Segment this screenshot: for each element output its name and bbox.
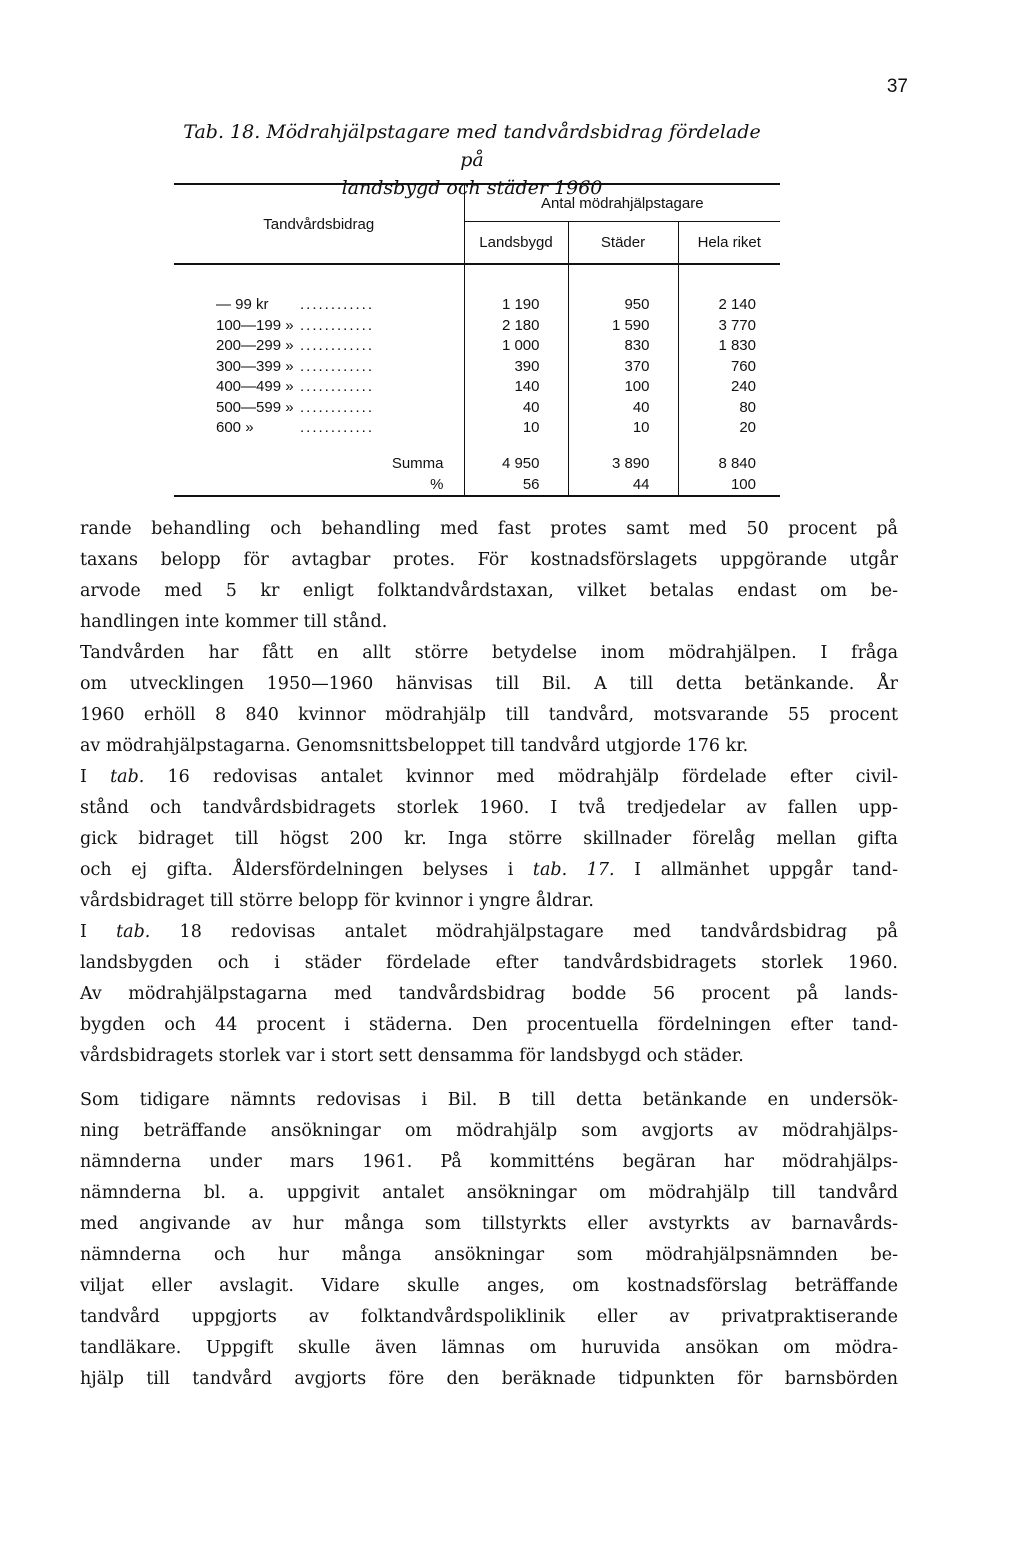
table-cell: 10 — [568, 418, 678, 439]
data-table — [174, 183, 780, 497]
text-line — [80, 855, 898, 886]
stub-header: Tandvårdsbidrag — [174, 184, 464, 264]
column-header-stader: Städer — [568, 222, 678, 264]
text-line: gick bidraget till högst 200 kr. Inga större skillnader förelåg mellan gifta — [80, 829, 898, 849]
table-row — [174, 418, 780, 439]
table-cell: 140 — [464, 377, 568, 398]
text-line: vårdsbidraget till större belopp för kvinnor i yngre åldrar. — [80, 891, 594, 911]
summary-cell: 3 890 — [568, 453, 678, 474]
text-line: tandvård uppgjorts av folktandvårdspoliklinik eller av privatpraktiserande — [80, 1307, 898, 1327]
bracket-label: 400—499 » — [216, 378, 294, 395]
text-line: rande behandling och behandling med fast protes samt med 50 procent på — [80, 519, 898, 539]
summary-label: % — [174, 474, 464, 496]
table-cell: 80 — [739, 398, 756, 416]
text-line: med angivande av hur många som tillstyrkts eller avstyrkts av barnavårds- — [80, 1214, 898, 1234]
table-row — [174, 316, 780, 337]
text-line: Som tidigare nämnts redovisas i Bil. B till detta betänkande en undersök- — [80, 1090, 898, 1110]
text-run: I — [80, 922, 117, 942]
text-line: av mödrahjälpstagarna. Genomsnittsbeloppet till tandvård utgjorde 176 kr. — [80, 736, 749, 756]
text-line: stånd och tandvårdsbidragets storlek 1960. I två tredjedelar av fallen upp- — [80, 798, 898, 818]
bracket-label: 300—399 » — [216, 357, 294, 375]
text-line: hjälp till tandvård avgjorts före den beräknade tidpunkten för barnsbörden — [80, 1369, 898, 1389]
text-run: 16 redovisas antalet kvinnor med mödrahjälp fördelade efter civil- — [144, 767, 899, 787]
summary-row — [174, 453, 780, 474]
table-body — [174, 264, 780, 496]
text-line: 1960 erhöll 8 840 kvinnor mödrahjälp till tandvård, motsvarande 55 procent — [80, 705, 898, 725]
leader-dots: ............ — [300, 337, 375, 354]
table-cell: 10 — [464, 418, 568, 439]
text-line: nämnderna under mars 1961. På kommitténs begäran har mödrahjälps- — [80, 1152, 898, 1172]
leader-dots: ............ — [300, 419, 375, 436]
text-line: arvode med 5 kr enligt folktandvårdstaxan, vilket betalas endast om be- — [80, 581, 898, 601]
table-reference: tab. 17. — [532, 860, 615, 880]
leader-dots: ............ — [300, 296, 375, 313]
caption-prefix: Tab. 18. — [183, 121, 261, 143]
row-label — [174, 418, 464, 439]
table-cell: 240 — [730, 378, 756, 395]
summary-cell: 56 — [464, 474, 568, 496]
bracket-label: 600 » — [216, 419, 254, 436]
table-cell: 40 — [464, 398, 568, 419]
text-line: viljat eller avslagit. Vidare skulle anges, om kostnadsförslag beträffande — [80, 1276, 898, 1296]
table-cell: 950 — [568, 295, 678, 316]
leader-dots: ............ — [300, 357, 375, 375]
caption-title-line2: landsbygd och städer 1960 — [341, 177, 603, 199]
paragraph-3 — [80, 762, 898, 917]
text-line — [80, 762, 898, 793]
summary-cell: 8 840 — [718, 454, 756, 472]
body-text-upper — [80, 514, 898, 1072]
text-run: och ej gifta. Åldersfördelningen belyses i — [80, 860, 533, 880]
row-label — [174, 336, 464, 357]
bracket-label: 200—299 » — [216, 337, 294, 354]
page-number: 37 — [886, 76, 908, 97]
table-cell: 390 — [464, 357, 568, 378]
leader-dots: ............ — [300, 378, 375, 395]
text-line: Av mödrahjälpstagarna med tandvårdsbidrag bodde 56 procent på lands- — [80, 984, 898, 1004]
text-line: nämnderna och hur många ansökningar som mödrahjälpsnämnden be- — [80, 1245, 898, 1265]
row-label — [174, 295, 464, 316]
table-row — [174, 357, 780, 378]
text-line: handlingen inte kommer till stånd. — [80, 612, 388, 632]
leader-dots: ............ — [300, 398, 375, 416]
table-cell: 40 — [568, 398, 678, 419]
table-reference: tab. — [116, 922, 151, 942]
text-line: nämnderna bl. a. uppgivit antalet ansökningar om mödrahjälp till tandvård — [80, 1183, 898, 1203]
column-header-hela-riket: Hela riket — [678, 222, 780, 264]
paragraph-5 — [80, 1085, 898, 1395]
bracket-label: — 99 kr — [216, 296, 269, 313]
table-cell: 1 190 — [464, 295, 568, 316]
text-line: vårdsbidragets storlek var i stort sett densamma för landsbygd och städer. — [80, 1046, 744, 1066]
text-line: bygden och 44 procent i städerna. Den procentuella fördelningen efter tand- — [80, 1015, 898, 1035]
summary-cell: 44 — [568, 474, 678, 496]
table-cell: 1 590 — [568, 316, 678, 337]
column-header-landsbygd: Landsbygd — [464, 222, 568, 264]
text-line: landsbygden och i städer fördelade efter tandvårdsbidragets storlek 1960. — [80, 953, 898, 973]
text-line: Tandvården har fått en allt större betydelse inom mödrahjälpen. I fråga — [80, 643, 898, 663]
table-cell: 2 180 — [464, 316, 568, 337]
table-cell: 2 140 — [718, 296, 756, 313]
caption-title-line1: Mödrahjälpstagare med tandvårdsbidrag fördelade på — [266, 121, 761, 171]
text-line: taxans belopp för avtagbar protes. För kostnadsförslagets uppgörande utgår — [80, 550, 898, 570]
table-cell: 1 830 — [718, 337, 756, 354]
paragraph-4 — [80, 917, 898, 1072]
summary-row — [174, 474, 780, 496]
paragraph-1 — [80, 514, 898, 638]
table-cell: 830 — [568, 336, 678, 357]
table-cell: 1 000 — [464, 336, 568, 357]
text-line — [80, 917, 898, 948]
table-cell: 100 — [568, 377, 678, 398]
text-line: tandläkare. Uppgift skulle även lämnas om huruvida ansökan om mödra- — [80, 1338, 898, 1358]
text-line: ning beträffande ansökningar om mödrahjälp som avgjorts av mödrahjälps- — [80, 1121, 898, 1141]
table-row — [174, 398, 780, 419]
row-label — [174, 316, 464, 337]
summary-cell: 4 950 — [464, 453, 568, 474]
table-row — [174, 336, 780, 357]
table-cell: 20 — [739, 419, 756, 436]
summary-cell: 100 — [678, 474, 780, 496]
text-run: I — [80, 767, 111, 787]
table-cell: 3 770 — [718, 316, 756, 334]
table-row — [174, 295, 780, 316]
bracket-label: 100—199 » — [216, 316, 294, 334]
table-row — [174, 377, 780, 398]
group-header: Antal mödrahjälpstagare — [464, 184, 780, 222]
summary-label: Summa — [174, 453, 464, 474]
text-line: om utvecklingen 1950—1960 hänvisas till Bil. A till detta betänkande. År — [80, 674, 898, 694]
text-run: 18 redovisas antalet mödrahjälpstagare med tandvårdsbidrag på — [150, 922, 898, 942]
paragraph-2 — [80, 638, 898, 762]
table-reference: tab. — [110, 767, 145, 787]
body-text-lower — [80, 1085, 898, 1395]
text-run: I allmänhet uppgår tand- — [614, 860, 899, 880]
table-cell: 370 — [568, 357, 678, 378]
row-label — [174, 377, 464, 398]
leader-dots: ............ — [300, 316, 375, 334]
bracket-label: 500—599 » — [216, 398, 294, 416]
table-cell: 760 — [730, 357, 756, 375]
row-label — [174, 398, 464, 419]
row-label — [174, 357, 464, 378]
